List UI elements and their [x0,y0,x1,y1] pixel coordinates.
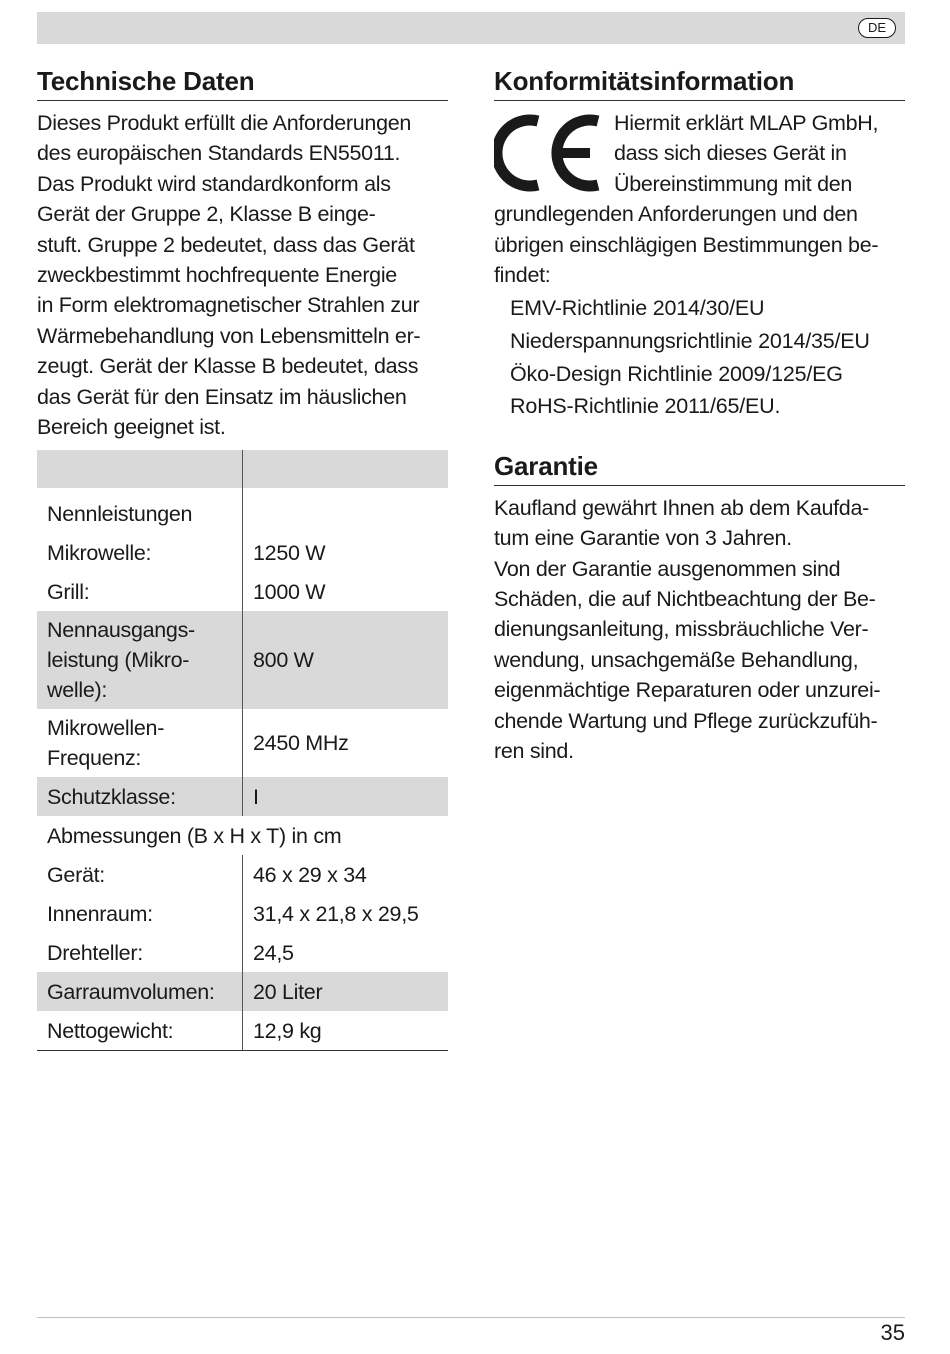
header-bar [37,12,905,44]
spec-value: 1000 W [253,579,326,604]
guarantee-text: Kaufland gewährt Ihnen ab dem Kaufda- tum eine Garantie von 3 Jahren. Von der Garantie ausgenommen sind Schäden, die auf Nichtbeachtung der Be- dienungsanleitung, missbräuchliche Ver- wendung, unsachgemäße Behandlung, eigenmächtige Reparaturen oder unzurei- chende Wartung und Pflege zurückzufüh- ren sind. [494,495,881,764]
spec-row-cooking-volume [37,972,448,1011]
technical-data-section [37,64,448,1051]
ce-side-text: Hiermit erklärt MLAP GmbH, dass sich dieses Gerät in Übereinstimmung mit den [614,111,879,196]
spec-value: 800 W [243,611,449,709]
spec-row-turntable [37,933,448,972]
spec-label: Gerät: [37,855,243,894]
footer-divider [37,1317,905,1318]
intro-line: in Form elektromagnetischer Strahlen zur [37,293,420,318]
spec-row-net-weight [37,1011,448,1051]
spec-label: Grill: [37,572,243,611]
directive-list [494,292,905,422]
spec-label: Nennleistungen [37,488,243,533]
conformity-title: Konformitätsinformation [494,64,905,101]
spec-row-device [37,855,448,894]
intro-line: des europäischen Standards EN55011. [37,141,401,166]
spec-label: Drehteller: [37,933,243,972]
page-number: 35 [880,1320,905,1345]
directive-item: EMV-Richtlinie 2014/30/EU [510,296,765,321]
intro-line: zeugt. Gerät der Klasse B bedeutet, dass [37,354,419,379]
spec-value: 24,5 [253,940,294,965]
spec-table-header [37,450,448,488]
spec-value: 46 x 29 x 34 [253,862,367,887]
intro-line: Dieses Produkt erfüllt die Anforderungen [37,111,412,135]
spec-row-protection-class [37,777,448,816]
spec-table [37,450,448,1051]
intro-line: Das Produkt wird standardkonform als [37,171,391,196]
directive-item: Öko-Design Richtlinie 2009/125/EG [510,361,843,386]
spec-row-dimensions [37,816,448,855]
spec-row-output-power [37,611,448,709]
intro-line: Bereich geeignet ist. [37,415,226,440]
spec-row-interior [37,894,448,933]
conformity-section [494,64,905,766]
ce-declaration [494,101,905,423]
guarantee-title: Garantie [494,449,905,486]
language-badge: DE [858,18,896,38]
spec-label: Mikrowellen- Frequenz: [37,709,243,777]
directive-item: RoHS-Richtlinie 2011/65/EU. [510,394,781,419]
technical-data-intro [37,101,448,442]
directive-item: Niederspannungsrichtlinie 2014/35/EU [510,329,870,354]
spec-label: Abmessungen (B x H x T) in cm [47,823,342,848]
technical-data-title: Technische Daten [37,64,448,101]
ce-rest-text: grundlegenden Anforderungen und den übrigen einschlägigen Bestimmungen be- findet: [494,202,879,288]
spec-label: Mikrowelle: [37,533,243,572]
intro-line: Gerät der Gruppe 2, Klasse B einge- [37,202,376,227]
spec-value: 12,9 kg [243,1011,449,1051]
spec-row-frequency [37,709,448,777]
intro-line: stuft. Gruppe 2 bedeutet, dass das Gerät [37,232,415,257]
spec-label: Nennausgangs- leistung (Mikro- welle): [37,611,243,709]
spec-label: Nettogewicht: [37,1011,243,1051]
spec-value: 1250 W [253,540,326,565]
spec-value: 2450 MHz [253,731,349,756]
intro-line: zweckbestimmt hochfrequente Energie [37,263,397,288]
spec-value: I [243,777,449,816]
spec-value: 31,4 x 21,8 x 29,5 [253,901,419,926]
spec-row-nominal-power [37,488,448,533]
ce-mark-icon [494,114,602,192]
spec-value: 20 Liter [243,972,449,1011]
spec-label: Innenraum: [37,894,243,933]
spec-row-microwave [37,533,448,572]
spec-label: Schutzklasse: [37,777,243,816]
spec-row-grill [37,572,448,611]
spec-label: Garraumvolumen: [37,972,243,1011]
intro-line: das Gerät für den Einsatz im häuslichen [37,384,407,409]
intro-line: Wärmebehandlung von Lebensmitteln er- [37,323,421,348]
